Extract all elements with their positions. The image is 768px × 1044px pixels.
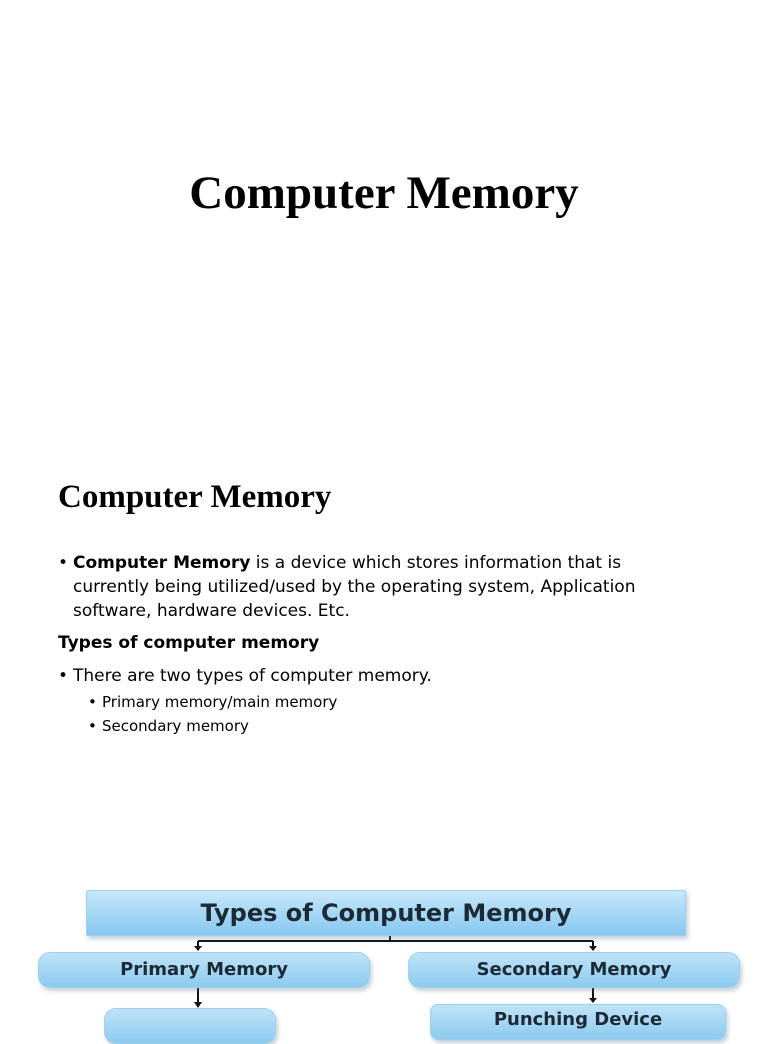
types-heading: Types of computer memory [58, 633, 320, 653]
types-bullet [58, 664, 698, 688]
definition-line2: currently being utilized/used by the operating system, Application [73, 577, 636, 597]
arrow-down-icon [589, 946, 597, 951]
definition-line3: software, hardware devices. Etc. [73, 601, 350, 621]
bullet-dot-icon: • [58, 666, 69, 686]
sub-bullet-secondary [88, 715, 249, 737]
bullet-dot-icon: • [88, 717, 97, 735]
diagram-box-punching-device: Punching Device [430, 1004, 726, 1040]
slide-title: Computer Memory [189, 167, 579, 219]
bullet-dot-icon: • [58, 553, 69, 573]
diagram-box-types: Types of Computer Memory [86, 890, 686, 936]
diagram-box-primary-child [104, 1008, 276, 1044]
section-heading: Computer Memory [58, 479, 332, 515]
definition-term: Computer Memory [73, 553, 251, 573]
bullet-dot-icon: • [88, 693, 97, 711]
arrow-down-icon [194, 946, 202, 951]
sub-bullet-primary-text: Primary memory/main memory [102, 693, 338, 711]
diagram-box-primary: Primary Memory [38, 952, 370, 988]
diagram-box-secondary: Secondary Memory [408, 952, 740, 988]
sub-bullet-primary [88, 691, 337, 713]
memory-types-diagram [30, 880, 750, 1030]
arrow-down-icon [589, 998, 597, 1003]
definition-bullet [58, 551, 698, 623]
sub-bullet-secondary-text: Secondary memory [102, 717, 249, 735]
types-bullet-text: There are two types of computer memory. [73, 666, 432, 686]
definition-line1: is a device which stores information that is [250, 553, 622, 573]
